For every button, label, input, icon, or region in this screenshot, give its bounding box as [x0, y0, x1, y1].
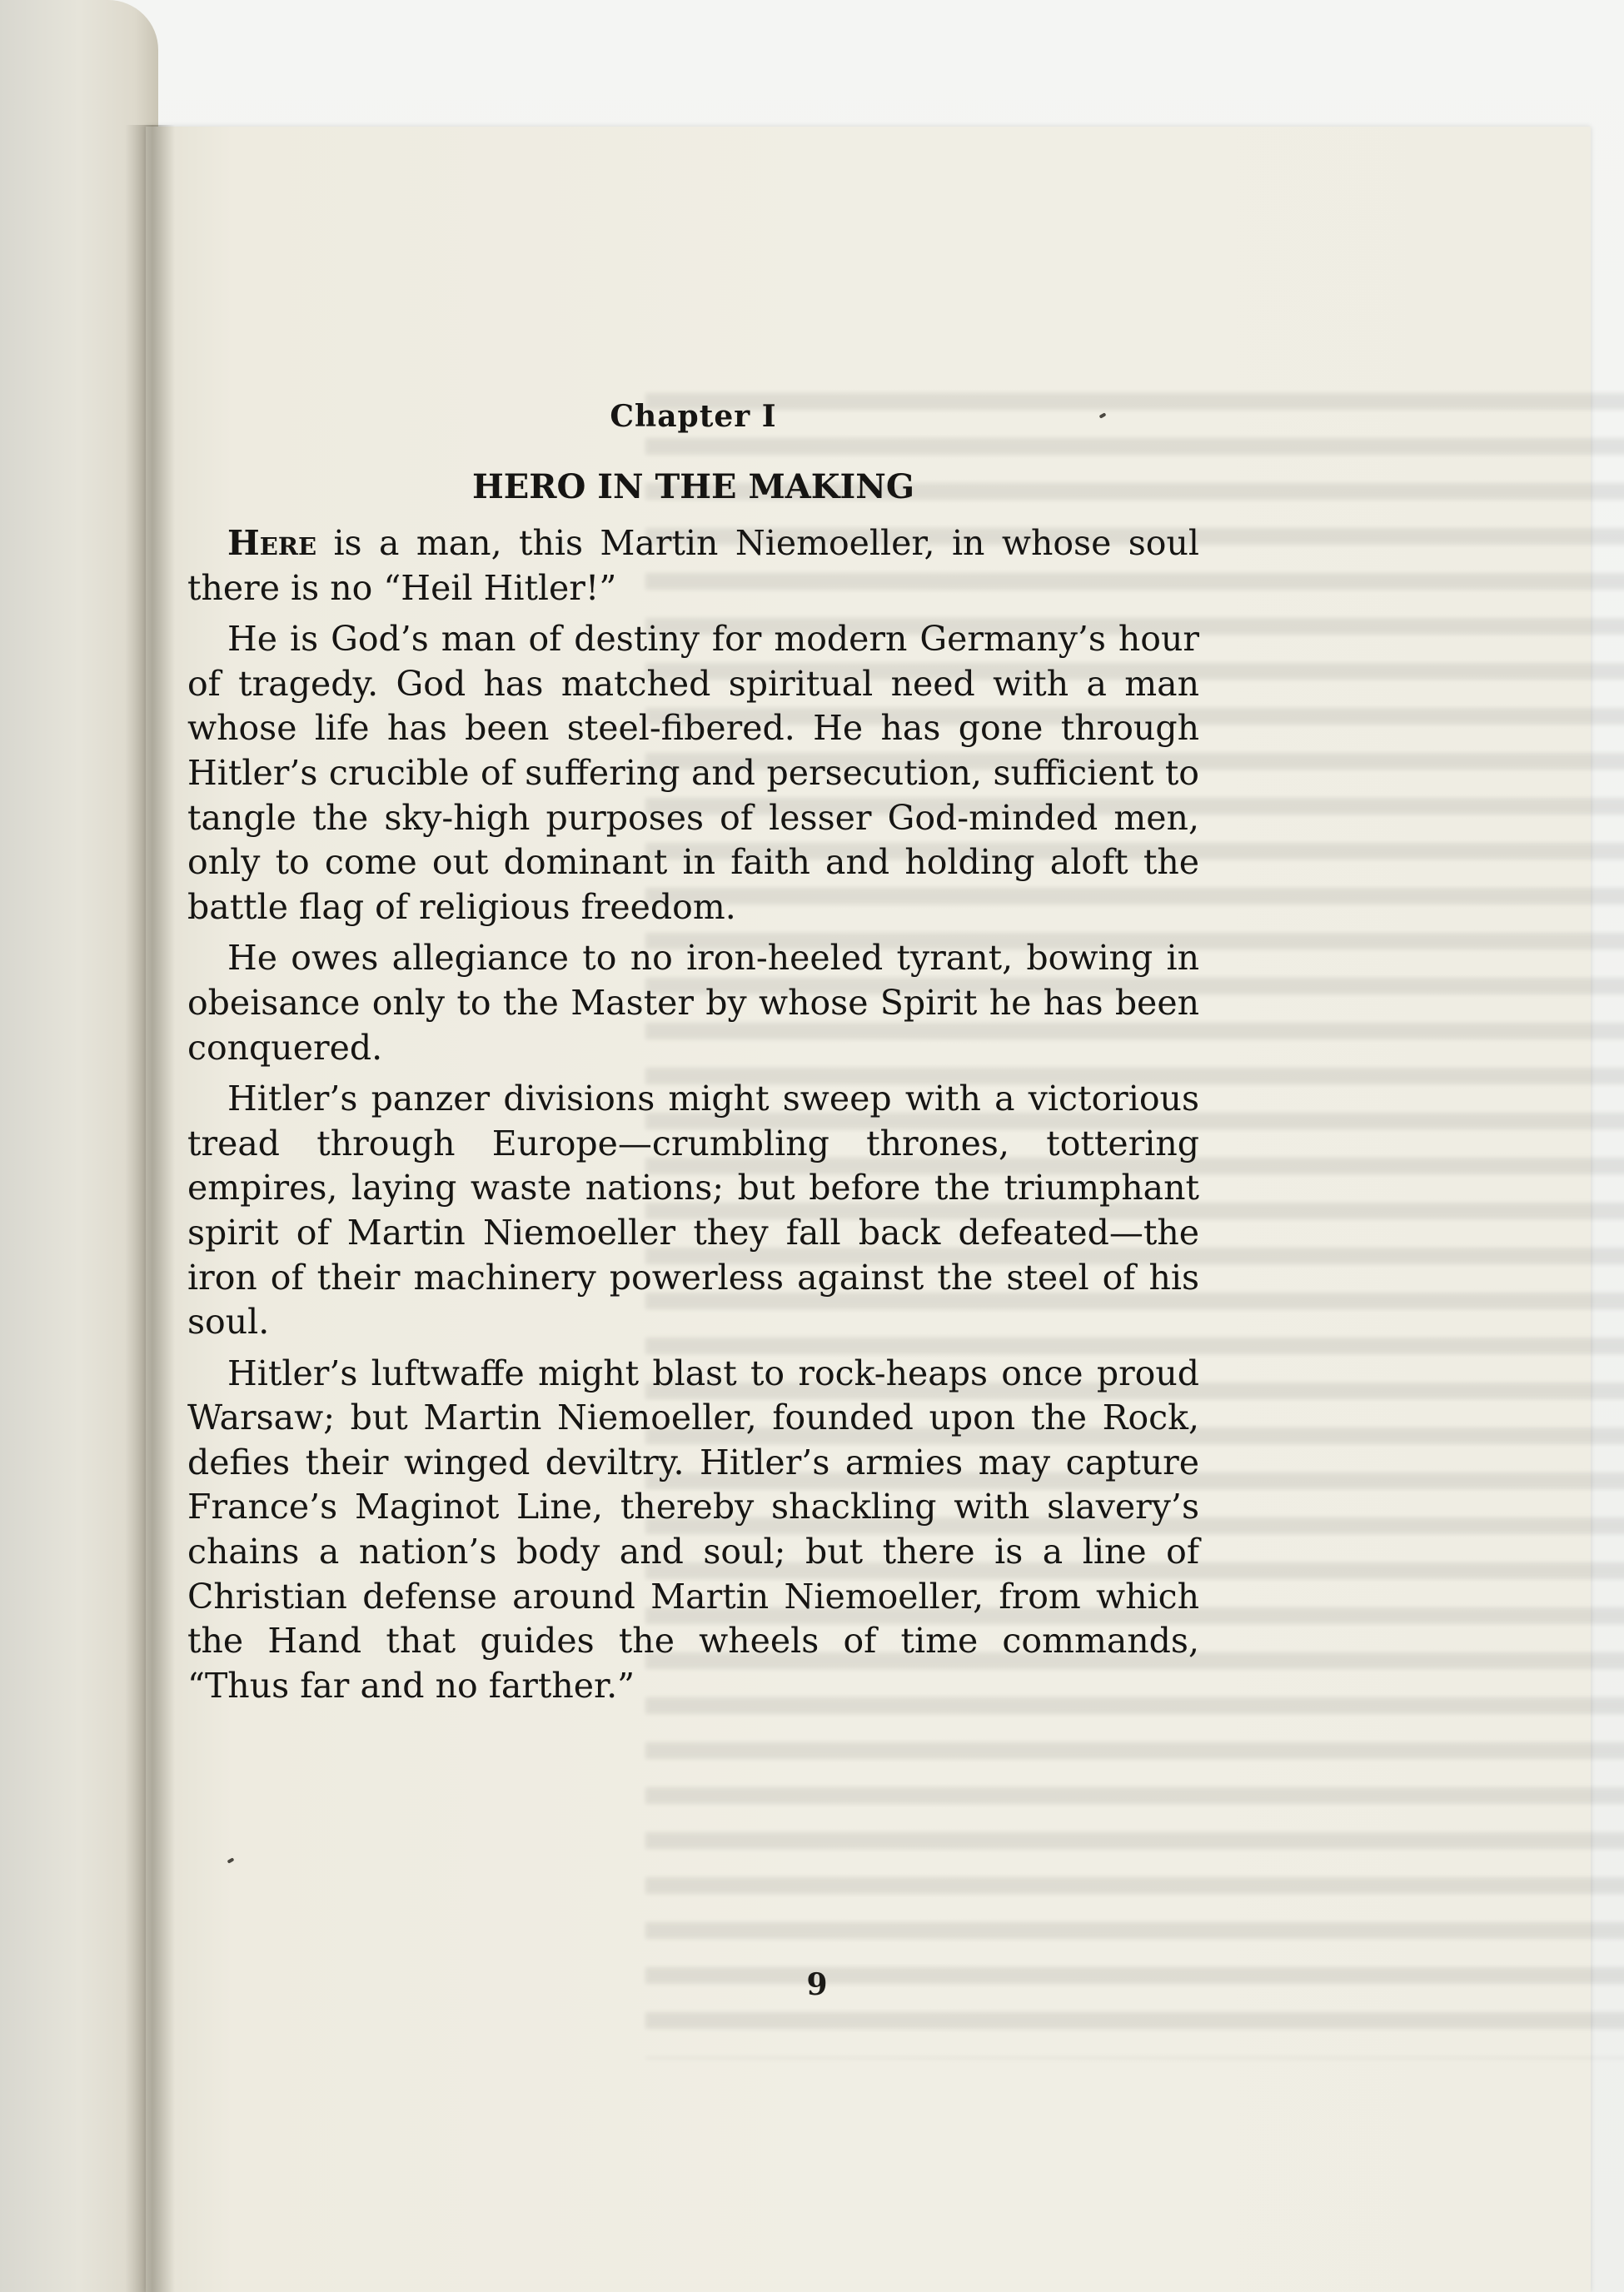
paragraph-5 [187, 1352, 1199, 1709]
paragraph-text: is a man, this Martin Niemoeller, in whose soul there is no “Heil Hitler!” [187, 523, 1199, 608]
paragraph-text: Hitler’s luftwaffe might blast to rock-heaps once proud Warsaw; but Martin Niemoeller, founded upon the Rock, defies their winged deviltry. Hitler’s armies may capture France’s Maginot Line, thereby shackling with slavery’s chains a nation’s body and soul; but there is a line of Christian defense around Martin Niemoeller, from which the Hand that guides the wheels of time commands, “Thus far and no farther.” [187, 1353, 1199, 1706]
gutter-shadow [125, 125, 175, 2292]
page-number: 9 [806, 1967, 828, 2002]
text-block [187, 390, 1199, 1715]
paragraph-2 [187, 617, 1199, 929]
chapter-title: HERO IN THE MAKING [472, 467, 914, 506]
paragraph-1 [187, 521, 1199, 610]
paragraph-text: He is God’s man of destiny for modern Germany’s hour of tragedy. God has matched spiritual need with a man whose life has been steel-fibered. He has gone through Hitler’s crucible of suffering and persecution, sufficient to tangle the sky-high purposes of lesser God-minded men, only to come out dominant in faith and holding aloft the battle flag of religious freedom. [187, 619, 1199, 927]
paragraph-4 [187, 1077, 1199, 1345]
paragraph-3 [187, 936, 1199, 1070]
chapter-label: Chapter I [610, 399, 777, 434]
paragraph-text: Hitler’s panzer divisions might sweep with a victorious tread through Europe—crumbling thrones, tottering empires, laying waste nations; but before the triumphant spirit of Martin Niemoeller they fall back defeated—the iron of their machinery powerless against the steel of his soul. [187, 1079, 1199, 1343]
paragraph-text: He owes allegiance to no iron-heeled tyrant, bowing in obeisance only to the Master by whose Spirit he has been conquered. [187, 938, 1199, 1068]
ink-speck [227, 1857, 235, 1863]
book-page [146, 127, 1591, 2292]
paragraph-lead-word: Here [227, 523, 317, 563]
